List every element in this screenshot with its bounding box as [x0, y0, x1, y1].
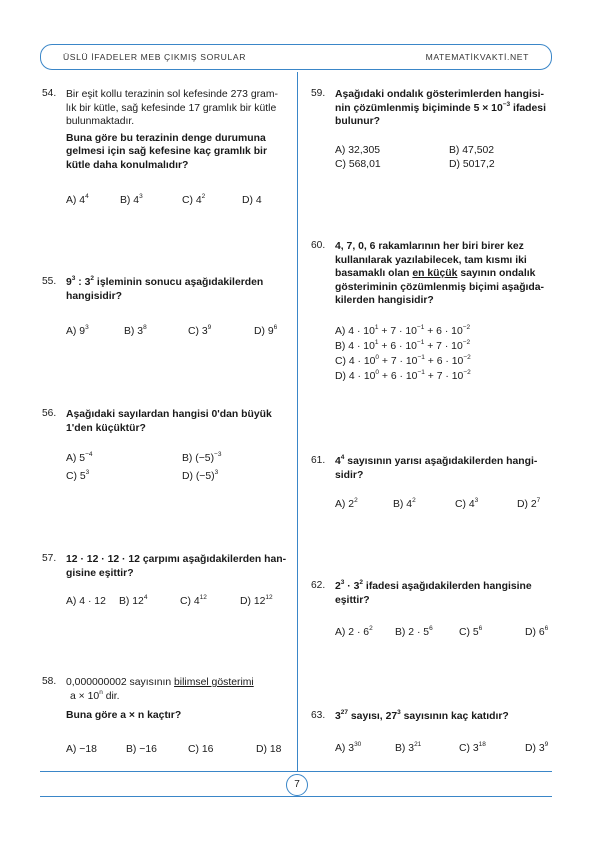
- option-a[interactable]: A) 4 · 12: [66, 596, 106, 607]
- question-text: Bir eşit kollu terazinin sol kefesinde 273 gram-: [66, 89, 278, 100]
- question-text: gisine eşittir?: [66, 567, 134, 579]
- question-prompt: gelmesi için sağ kefesine kaç gramlık bir: [66, 146, 267, 158]
- question-text: kullanılarak yazılabilecek, tam kısmı iki: [335, 254, 527, 266]
- option-b[interactable]: B) −16: [126, 744, 157, 755]
- question-text: Aşağıdaki ondalık gösterimlerden hangisi-: [335, 89, 545, 100]
- option-c[interactable]: C) $3^9$: [188, 324, 212, 337]
- question-text: nin çözümlenmiş biçiminde $5 \times 10^{-3}$ ifadesi: [335, 100, 546, 114]
- option-b[interactable]: B) $4^2$: [393, 497, 416, 510]
- option-d[interactable]: D) $(-5)^3$: [182, 469, 219, 482]
- question-prompt: Buna göre bu terazinin denge durumuna: [66, 132, 266, 144]
- footer-divider-lower: [40, 796, 552, 797]
- option-c[interactable]: C) $4^{12}$: [180, 594, 207, 607]
- option-a[interactable]: A) $2 \cdot 6^2$: [335, 625, 373, 638]
- option-c[interactable]: C) 16: [188, 744, 214, 755]
- option-b[interactable]: B) $12^4$: [119, 594, 148, 607]
- option-c[interactable]: C) $4^2$: [182, 193, 206, 206]
- option-c[interactable]: C) $5^6$: [459, 625, 483, 638]
- option-d[interactable]: D) $12^{12}$: [240, 594, 273, 607]
- question-text: 12 · 12 · 12 · 12 çarpımı aşağıdakilerden han-: [66, 554, 287, 565]
- question-text: sidir?: [335, 469, 364, 481]
- option-d[interactable]: D) $3^9$: [525, 741, 549, 754]
- question-number: 60.: [311, 240, 326, 251]
- question-number: 58.: [42, 676, 57, 687]
- option-c[interactable]: C) $5^3$: [66, 469, 90, 482]
- option-a[interactable]: A) $4^4$: [66, 193, 89, 206]
- option-b[interactable]: B) $3^8$: [124, 324, 147, 337]
- question-prompt: kütle daha konulmalıdır?: [66, 159, 189, 171]
- option-d[interactable]: D) $6^6$: [525, 625, 549, 638]
- option-d[interactable]: D) 5017,2: [449, 159, 495, 170]
- option-a[interactable]: A) $5^{-4}$: [66, 451, 93, 464]
- question-text: $a \times 10^n$ dir.: [70, 688, 120, 702]
- question-text: lık bir kütle, sağ kefesinde 17 gramlık bir kütle: [66, 102, 277, 114]
- option-d[interactable]: D) 18: [256, 744, 282, 755]
- header-box: [40, 44, 552, 70]
- header-title: ÜSLÜ İFADELER MEB ÇIKMIŞ SORULAR: [63, 52, 246, 62]
- question-text: $3^{27}$ sayısı, $27^3$ sayısının kaç katıdır?: [335, 709, 509, 722]
- column-divider: [297, 72, 298, 771]
- option-c[interactable]: C) $4^3$: [455, 497, 479, 510]
- question-text: Aşağıdaki sayılardan hangisi 0'dan büyük: [66, 409, 272, 420]
- question-text: bulunur?: [335, 116, 381, 128]
- question-number: 54.: [42, 88, 57, 99]
- option-c[interactable]: C) $3^{18}$: [459, 741, 486, 754]
- question-number: 63.: [311, 710, 326, 721]
- footer-divider: [40, 771, 552, 772]
- question-prompt: Buna göre a × n kaçtır?: [66, 710, 182, 722]
- option-d[interactable]: D) 4: [242, 195, 262, 206]
- option-a[interactable]: A) $4 \cdot 10^1 + 7 \cdot 10^{-1} + 6 \cdot 10^{-2}$: [335, 324, 471, 337]
- question-number: 62.: [311, 580, 326, 591]
- question-text: kilerden hangisidir?: [335, 295, 434, 307]
- option-a[interactable]: A) 32,305: [335, 145, 381, 156]
- question-text: 4, 7, 0, 6 rakamlarının her biri birer kez: [335, 241, 524, 252]
- option-a[interactable]: A) $9^3$: [66, 324, 89, 337]
- question-text: $4^4$ sayısının yarısı aşağıdakilerden hangi-: [335, 454, 538, 467]
- option-c[interactable]: C) $4 \cdot 10^0 + 7 \cdot 10^{-1} + 6 \cdot 10^{-2}$: [335, 354, 471, 367]
- option-b[interactable]: B) $2 \cdot 5^6$: [395, 625, 433, 638]
- option-b[interactable]: B) $4 \cdot 10^1 + 6 \cdot 10^{-1} + 7 \cdot 10^{-2}$: [335, 339, 471, 352]
- question-text: eşittir?: [335, 594, 370, 606]
- question-text: $2^3 \cdot 3^2$ ifadesi aşağıdakilerden hangisine: [335, 579, 532, 592]
- question-text: hangisidir?: [66, 290, 122, 302]
- header-website: MATEMATİKVAKTİ.NET: [425, 52, 529, 62]
- option-d[interactable]: D) $9^6$: [254, 324, 278, 337]
- option-d[interactable]: D) $2^7$: [517, 497, 541, 510]
- question-text: bulunmaktadır.: [66, 116, 135, 128]
- option-b[interactable]: B) $3^{21}$: [395, 741, 422, 754]
- question-number: 61.: [311, 455, 326, 466]
- question-number: 56.: [42, 408, 57, 419]
- question-number: 55.: [42, 276, 57, 287]
- question-text: basamaklı olan en küçük sayının ondalık: [335, 268, 536, 280]
- question-text: 0,000000002 sayısının bilimsel gösterimi: [66, 677, 254, 688]
- question-number: 59.: [311, 88, 326, 99]
- option-a[interactable]: A) $3^{30}$: [335, 741, 362, 754]
- question-text: gösteriminin çözümlenmiş biçimi aşağıda-: [335, 281, 545, 293]
- page-number: 7: [286, 774, 308, 796]
- option-c[interactable]: C) 568,01: [335, 159, 381, 170]
- option-b[interactable]: B) $(-5)^{-3}$: [182, 451, 222, 464]
- option-d[interactable]: D) $4 \cdot 10^0 + 6 \cdot 10^{-1} + 7 \cdot 10^{-2}$: [335, 369, 471, 382]
- question-text: $9^3$ : $3^2$ işleminin sonucu aşağıdakilerden: [66, 275, 264, 288]
- question-number: 57.: [42, 553, 57, 564]
- option-a[interactable]: A) $2^2$: [335, 497, 358, 510]
- option-a[interactable]: A) −18: [66, 744, 97, 755]
- option-b[interactable]: B) $4^3$: [120, 193, 143, 206]
- option-b[interactable]: B) 47,502: [449, 145, 495, 156]
- question-text: 1'den küçüktür?: [66, 422, 146, 434]
